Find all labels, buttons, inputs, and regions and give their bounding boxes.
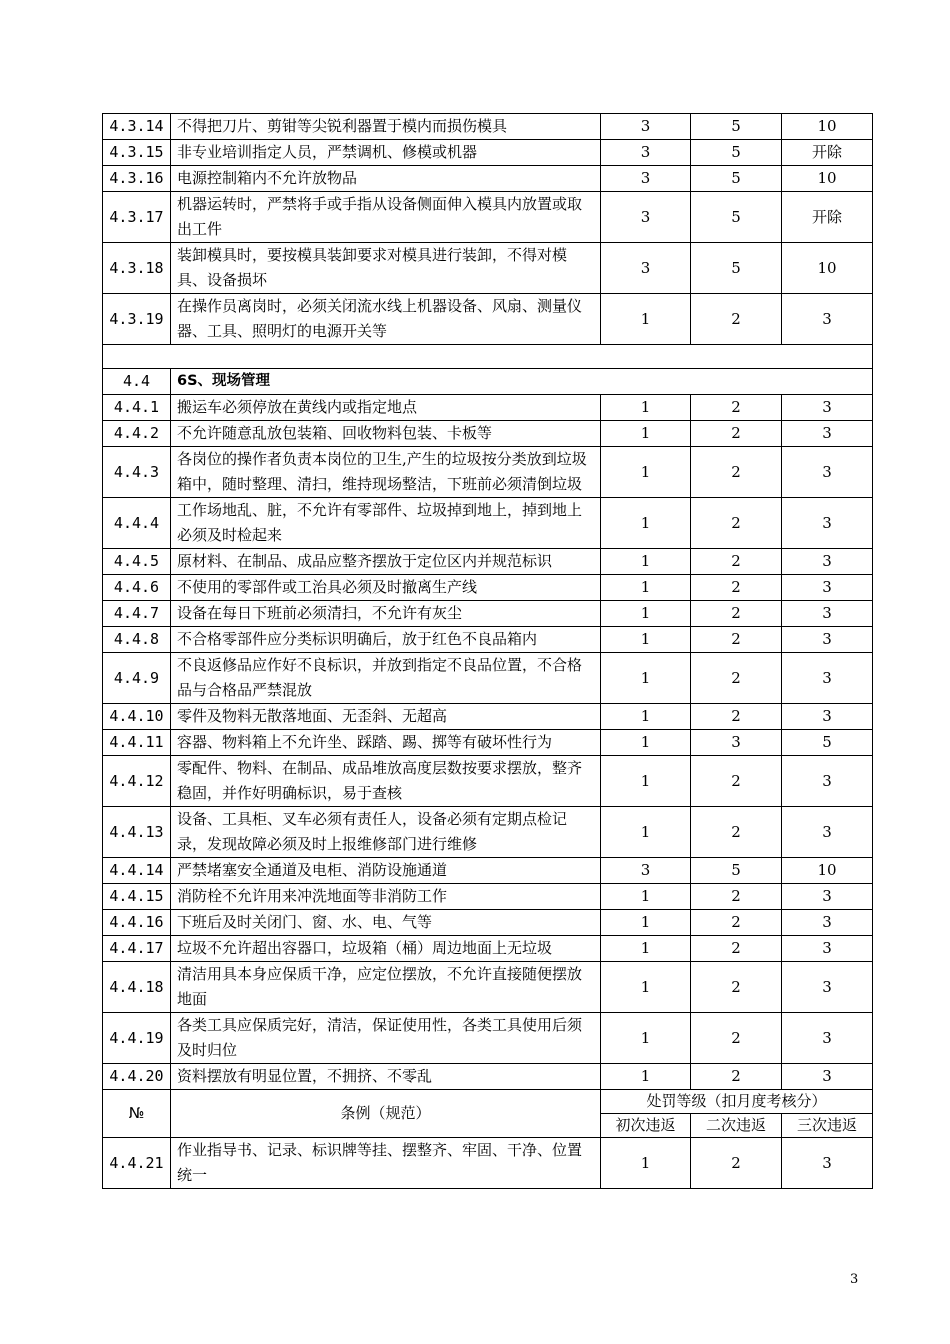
penalty-first: 1 — [601, 395, 691, 421]
section-row — [103, 369, 873, 395]
table-header-group — [103, 1090, 873, 1138]
penalty-second: 2 — [691, 421, 782, 447]
table-row — [103, 962, 873, 1013]
page-number: 3 — [850, 1272, 859, 1287]
penalty-third: 5 — [782, 730, 873, 756]
rule-text: 设备在每日下班前必须清扫，不允许有灰尘 — [171, 601, 601, 627]
penalty-third: 3 — [782, 653, 873, 704]
rule-text: 不使用的零部件或工治具必须及时撤离生产线 — [171, 575, 601, 601]
penalty-third: 3 — [782, 1138, 873, 1189]
penalty-second: 2 — [691, 704, 782, 730]
rule-text: 不得把刀片、剪钳等尖锐利器置于模内而损伤模具 — [171, 114, 601, 140]
rule-text: 非专业培训指定人员，严禁调机、修模或机器 — [171, 140, 601, 166]
rule-number: 4.3.15 — [103, 140, 171, 166]
rule-text: 不合格零部件应分类标识明确后，放于红色不良品箱内 — [171, 627, 601, 653]
header-second: 二次违返 — [691, 1114, 782, 1138]
penalty-third: 3 — [782, 498, 873, 549]
penalty-first: 1 — [601, 807, 691, 858]
penalty-first: 3 — [601, 243, 691, 294]
rule-text: 零件及物料无散落地面、无歪斜、无超高 — [171, 704, 601, 730]
penalty-second: 2 — [691, 653, 782, 704]
table-row — [103, 140, 873, 166]
penalty-third: 开除 — [782, 192, 873, 243]
rule-text: 不良返修品应作好不良标识，并放到指定不良品位置，不合格品与合格品严禁混放 — [171, 653, 601, 704]
rule-number: 4.4.16 — [103, 910, 171, 936]
rule-number: 4.4.1 — [103, 395, 171, 421]
penalty-first: 1 — [601, 601, 691, 627]
rule-number: 4.4.2 — [103, 421, 171, 447]
penalty-first: 1 — [601, 962, 691, 1013]
penalty-third: 10 — [782, 858, 873, 884]
section-header-group — [103, 369, 873, 395]
penalty-first: 1 — [601, 910, 691, 936]
rule-text: 原材料、在制品、成品应整齐摆放于定位区内并规范标识 — [171, 549, 601, 575]
rule-number: 4.3.18 — [103, 243, 171, 294]
penalty-third: 3 — [782, 884, 873, 910]
table-row — [103, 1013, 873, 1064]
penalty-second: 3 — [691, 730, 782, 756]
rule-text: 清洁用具本身应保质干净，应定位摆放，不允许直接随便摆放地面 — [171, 962, 601, 1013]
rule-text: 严禁堵塞安全通道及电柜、消防设施通道 — [171, 858, 601, 884]
penalty-second: 2 — [691, 601, 782, 627]
penalty-second: 5 — [691, 140, 782, 166]
rule-text: 各类工具应保质完好，清洁，保证使用性，各类工具使用后须及时归位 — [171, 1013, 601, 1064]
penalty-third: 3 — [782, 936, 873, 962]
penalty-first: 3 — [601, 192, 691, 243]
penalty-second: 5 — [691, 166, 782, 192]
penalty-first: 1 — [601, 575, 691, 601]
penalty-second: 2 — [691, 884, 782, 910]
table-row — [103, 704, 873, 730]
penalty-first: 1 — [601, 756, 691, 807]
penalty-third: 3 — [782, 1013, 873, 1064]
rule-text: 工作场地乱、脏，不允许有零部件、垃圾掉到地上，掉到地上必须及时检起来 — [171, 498, 601, 549]
table-row — [103, 166, 873, 192]
rule-number: 4.4.5 — [103, 549, 171, 575]
penalty-second: 2 — [691, 1013, 782, 1064]
penalty-first: 1 — [601, 1138, 691, 1189]
penalty-third: 3 — [782, 962, 873, 1013]
penalty-third: 开除 — [782, 140, 873, 166]
section-number: 4.4 — [103, 369, 171, 395]
table-row — [103, 858, 873, 884]
penalty-third: 3 — [782, 575, 873, 601]
rule-number: 4.4.12 — [103, 756, 171, 807]
rule-number: 4.4.21 — [103, 1138, 171, 1189]
table-row — [103, 395, 873, 421]
table-row — [103, 730, 873, 756]
table-row — [103, 884, 873, 910]
penalty-first: 1 — [601, 704, 691, 730]
rule-number: 4.3.17 — [103, 192, 171, 243]
rule-text: 电源控制箱内不允许放物品 — [171, 166, 601, 192]
penalty-first: 1 — [601, 447, 691, 498]
rule-number: 4.4.17 — [103, 936, 171, 962]
penalty-second: 2 — [691, 1138, 782, 1189]
header-rule: 条例（规范） — [171, 1090, 601, 1138]
penalty-third: 3 — [782, 601, 873, 627]
table-row — [103, 807, 873, 858]
penalty-first: 1 — [601, 294, 691, 345]
rule-number: 4.4.10 — [103, 704, 171, 730]
table-row — [103, 447, 873, 498]
section-title: 6S、现场管理 — [171, 369, 873, 395]
penalty-third: 3 — [782, 807, 873, 858]
penalty-second: 2 — [691, 294, 782, 345]
rules-table — [102, 113, 873, 1189]
penalty-second: 2 — [691, 1064, 782, 1090]
penalty-second: 5 — [691, 243, 782, 294]
rule-number: 4.4.6 — [103, 575, 171, 601]
table-row — [103, 936, 873, 962]
penalty-third: 3 — [782, 294, 873, 345]
penalty-first: 1 — [601, 730, 691, 756]
rule-text: 消防栓不允许用来冲洗地面等非消防工作 — [171, 884, 601, 910]
penalty-second: 2 — [691, 498, 782, 549]
table-row — [103, 549, 873, 575]
table-row — [103, 1138, 873, 1189]
penalty-second: 2 — [691, 575, 782, 601]
penalty-third: 3 — [782, 549, 873, 575]
penalty-third: 10 — [782, 114, 873, 140]
penalty-first: 3 — [601, 166, 691, 192]
penalty-second: 2 — [691, 936, 782, 962]
rule-number: 4.4.20 — [103, 1064, 171, 1090]
penalty-second: 2 — [691, 549, 782, 575]
rule-text: 资料摆放有明显位置，不拥挤、不零乱 — [171, 1064, 601, 1090]
table-row — [103, 1064, 873, 1090]
penalty-third: 3 — [782, 756, 873, 807]
penalty-first: 1 — [601, 1064, 691, 1090]
penalty-second: 2 — [691, 756, 782, 807]
penalty-second: 2 — [691, 447, 782, 498]
table-row — [103, 498, 873, 549]
penalty-third: 3 — [782, 910, 873, 936]
rule-text: 下班后及时关闭门、窗、水、电、气等 — [171, 910, 601, 936]
rule-text: 作业指导书、记录、标识牌等挂、摆整齐、牢固、干净、位置统一 — [171, 1138, 601, 1189]
penalty-first: 1 — [601, 936, 691, 962]
table-row — [103, 294, 873, 345]
rule-number: 4.4.4 — [103, 498, 171, 549]
rule-text: 零配件、物料、在制品、成品堆放高度层数按要求摆放，整齐稳固，并作好明确标识，易于查核 — [171, 756, 601, 807]
table-row — [103, 756, 873, 807]
blank-row — [103, 345, 873, 369]
penalty-second: 2 — [691, 395, 782, 421]
penalty-second: 2 — [691, 962, 782, 1013]
rule-number: 4.4.9 — [103, 653, 171, 704]
penalty-first: 1 — [601, 627, 691, 653]
rule-text: 在操作员离岗时，必须关闭流水线上机器设备、风扇、测量仪器、工具、照明灯的电源开关等 — [171, 294, 601, 345]
penalty-second: 5 — [691, 192, 782, 243]
penalty-third: 3 — [782, 627, 873, 653]
header-third: 三次违返 — [782, 1114, 873, 1138]
table-row — [103, 627, 873, 653]
penalty-third: 10 — [782, 243, 873, 294]
rule-number: 4.3.16 — [103, 166, 171, 192]
penalty-third: 3 — [782, 395, 873, 421]
penalty-first: 3 — [601, 140, 691, 166]
table-row — [103, 601, 873, 627]
rule-number: 4.4.14 — [103, 858, 171, 884]
rule-text: 设备、工具柜、叉车必须有责任人，设备必须有定期点检记录，发现故障必须及时上报维修部门进行维修 — [171, 807, 601, 858]
penalty-second: 2 — [691, 910, 782, 936]
penalty-first: 1 — [601, 1013, 691, 1064]
rule-text: 搬运车必须停放在黄线内或指定地点 — [171, 395, 601, 421]
penalty-third: 3 — [782, 447, 873, 498]
rule-number: 4.4.7 — [103, 601, 171, 627]
rule-number: 4.4.3 — [103, 447, 171, 498]
penalty-second: 2 — [691, 627, 782, 653]
rule-number: 4.4.11 — [103, 730, 171, 756]
penalty-first: 3 — [601, 858, 691, 884]
header-first: 初次违返 — [601, 1114, 691, 1138]
penalty-third: 3 — [782, 1064, 873, 1090]
penalty-second: 5 — [691, 114, 782, 140]
header-penalty: 处罚等级（扣月度考核分） — [601, 1090, 873, 1114]
penalty-first: 3 — [601, 114, 691, 140]
table-row — [103, 653, 873, 704]
rule-text: 容器、物料箱上不允许坐、踩踏、踢、掷等有破坏性行为 — [171, 730, 601, 756]
rule-number: 4.4.8 — [103, 627, 171, 653]
blank-spacer-group — [103, 345, 873, 369]
penalty-first: 1 — [601, 884, 691, 910]
penalty-first: 1 — [601, 653, 691, 704]
rule-text: 不允许随意乱放包装箱、回收物料包装、卡板等 — [171, 421, 601, 447]
penalty-first: 1 — [601, 549, 691, 575]
table-row — [103, 575, 873, 601]
penalty-third: 3 — [782, 704, 873, 730]
header-number: № — [103, 1090, 171, 1138]
rule-number: 4.3.14 — [103, 114, 171, 140]
rule-number: 4.4.15 — [103, 884, 171, 910]
header-row-1 — [103, 1090, 873, 1114]
penalty-first: 1 — [601, 421, 691, 447]
rule-text: 各岗位的操作者负责本岗位的卫生,产生的垃圾按分类放到垃圾箱中，随时整理、清扫，维持现场整洁，下班前必须清倒垃圾 — [171, 447, 601, 498]
penalty-second: 5 — [691, 858, 782, 884]
table-row — [103, 243, 873, 294]
rule-text: 机器运转时，严禁将手或手指从设备侧面伸入模具内放置或取出工件 — [171, 192, 601, 243]
blank-cell — [103, 345, 873, 369]
penalty-second: 2 — [691, 807, 782, 858]
table-row — [103, 421, 873, 447]
rule-text: 装卸模具时，要按模具装卸要求对模具进行装卸，不得对模具、设备损坏 — [171, 243, 601, 294]
rule-text: 垃圾不允许超出容器口，垃圾箱（桶）周边地面上无垃圾 — [171, 936, 601, 962]
rules-group-after-header — [103, 1138, 873, 1189]
rules-group-4-4 — [103, 395, 873, 1090]
rules-group-4-3 — [103, 114, 873, 345]
penalty-first: 1 — [601, 498, 691, 549]
rule-number: 4.3.19 — [103, 294, 171, 345]
penalty-third: 3 — [782, 421, 873, 447]
table-row — [103, 910, 873, 936]
rule-number: 4.4.19 — [103, 1013, 171, 1064]
rule-number: 4.4.13 — [103, 807, 171, 858]
table-row — [103, 192, 873, 243]
penalty-third: 10 — [782, 166, 873, 192]
table-row — [103, 114, 873, 140]
rule-number: 4.4.18 — [103, 962, 171, 1013]
